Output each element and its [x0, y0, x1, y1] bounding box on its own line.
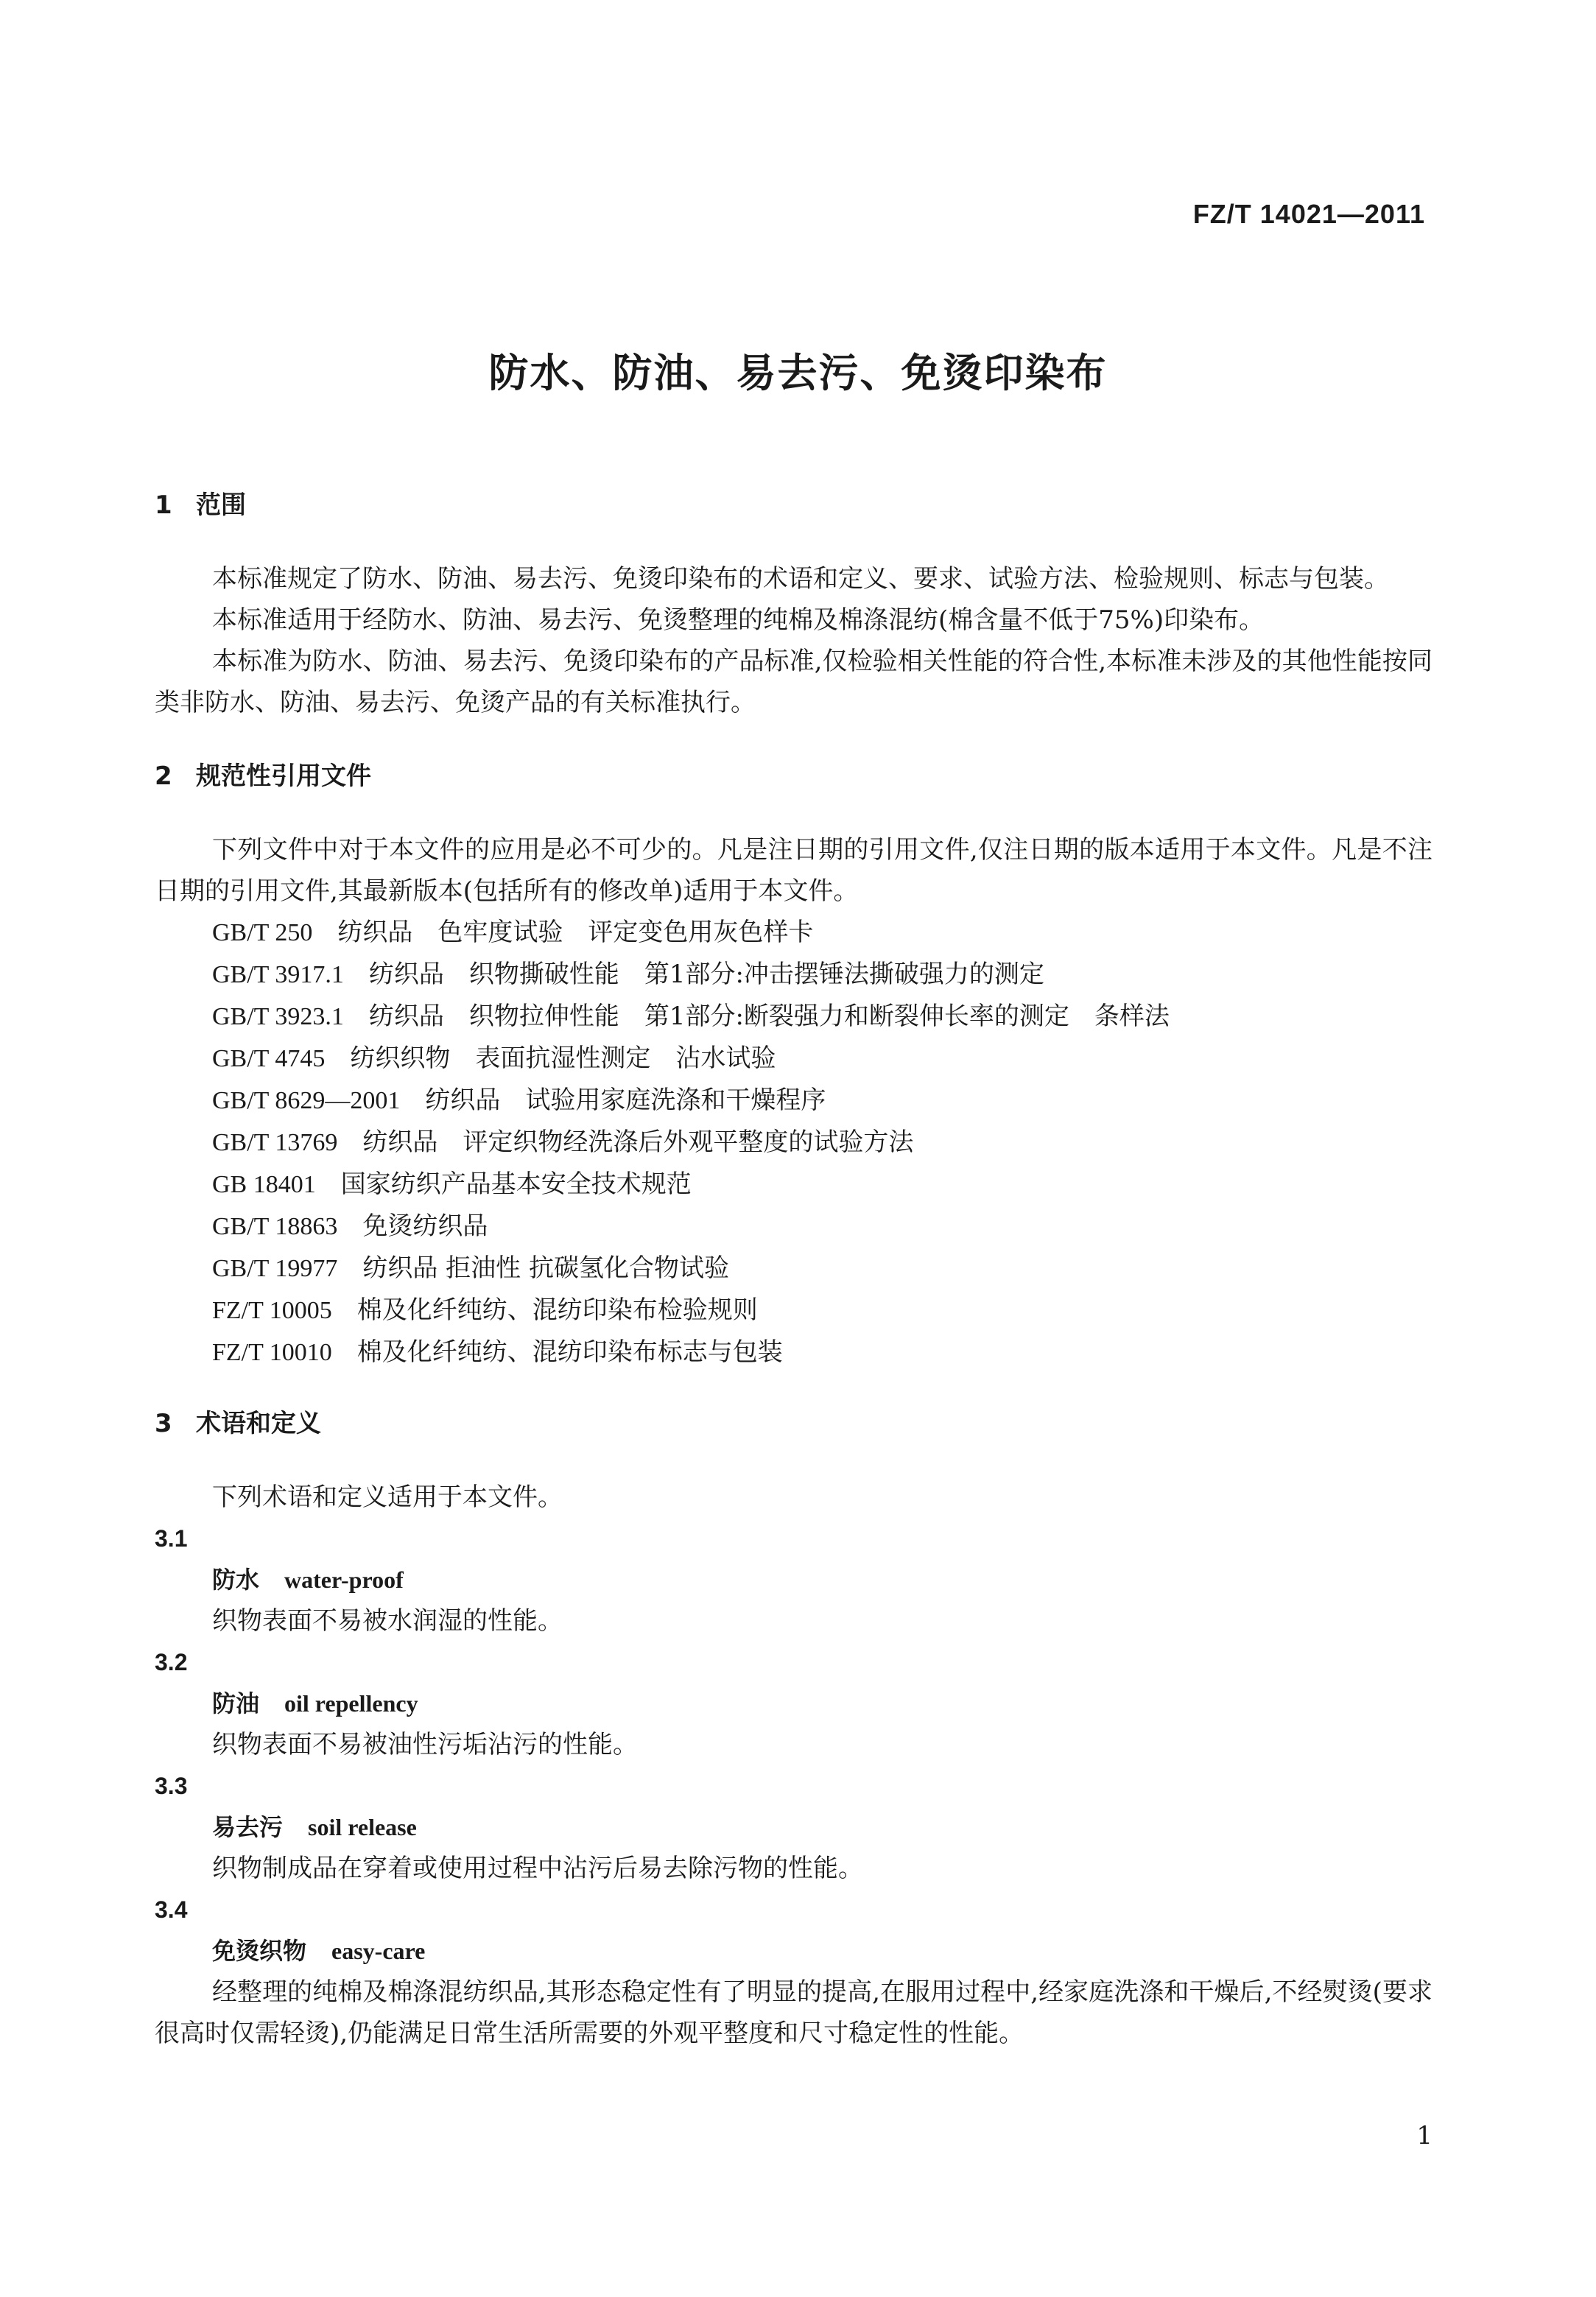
section-number: 2: [155, 761, 172, 791]
reference-code: GB/T 3917.1: [212, 961, 344, 988]
term-entry: [155, 1642, 1432, 1765]
reference-title: 纺织品 织物撕破性能 第1部分:冲击摆锤法撕破强力的测定: [368, 960, 1044, 989]
term-chinese: 防水: [212, 1566, 260, 1594]
term-name: [155, 1683, 1432, 1724]
reference-code: GB 18401: [212, 1171, 316, 1198]
term-english: easy-care: [331, 1938, 426, 1964]
references-intro: 下列文件中对于本文件的应用是必不可少的。凡是注日期的引用文件,仅注日期的版本适用于本文件。凡是不注日期的引用文件,其最新版本(包括所有的修改单)适用于本文件。: [155, 835, 1432, 906]
reference-item: [212, 996, 1432, 1038]
reference-code: FZ/T 10010: [212, 1339, 332, 1366]
page-number: 1: [1416, 2121, 1432, 2150]
term-entry: [155, 1518, 1432, 1642]
term-definition: 经整理的纯棉及棉涤混纺织品,其形态稳定性有了明显的提高,在服用过程中,经家庭洗涤和干燥后,不经熨烫(要求很高时仅需轻烫),仍能满足日常生活所需要的外观平整度和尺寸稳定性的性能。: [155, 1977, 1432, 2048]
term-number: 3.2: [155, 1649, 188, 1675]
reference-title: 纺织品 试验用家庭洗涤和干燥程序: [425, 1086, 826, 1115]
reference-item: [212, 954, 1432, 996]
reference-title: 棉及化纤纯纺、混纺印染布检验规则: [356, 1295, 758, 1325]
reference-title: 免烫纺织品: [362, 1211, 488, 1241]
reference-item: [212, 1164, 1432, 1206]
reference-code: GB/T 18863: [212, 1213, 338, 1240]
reference-title: 纺织品 色牢度试验 评定变色用灰色样卡: [337, 918, 814, 947]
reference-code: GB/T 19977: [212, 1255, 338, 1282]
reference-code: GB/T 4745: [212, 1045, 326, 1072]
reference-item: [212, 1122, 1432, 1164]
reference-code: FZ/T 10005: [212, 1297, 332, 1324]
terms-intro: 下列术语和定义适用于本文件。: [212, 1482, 563, 1512]
reference-title: 纺织品 织物拉伸性能 第1部分:断裂强力和断裂伸长率的测定 条样法: [368, 1002, 1170, 1031]
reference-code: GB/T 3923.1: [212, 1003, 344, 1030]
scope-paragraph: 本标准为防水、防油、易去污、免烫印染布的产品标准,仅检验相关性能的符合性,本标准未涉及的其他性能按同类非防水、防油、易去污、免烫产品的有关标准执行。: [155, 647, 1432, 717]
reference-item: [212, 912, 1432, 954]
section-title: 术语和定义: [196, 1409, 321, 1438]
reference-item: [212, 1290, 1432, 1332]
section-title: 规范性引用文件: [196, 761, 371, 791]
reference-title: 纺织品 评定织物经洗涤后外观平整度的试验方法: [362, 1128, 914, 1157]
reference-title: 国家纺织产品基本安全技术规范: [340, 1169, 692, 1199]
reference-title: 纺织品 拒油性 抗碳氢化合物试验: [362, 1253, 729, 1283]
term-entry: [155, 1765, 1432, 1889]
term-chinese: 防油: [212, 1689, 260, 1717]
reference-item: [212, 1248, 1432, 1290]
term-definition: 织物制成品在穿着或使用过程中沾污后易去除污物的性能。: [212, 1854, 863, 1883]
reference-list: [155, 912, 1432, 1373]
term-number: 3.4: [155, 1896, 188, 1923]
term-name: [155, 1930, 1432, 1971]
section-heading-terms: [155, 1403, 1432, 1444]
section-title: 范围: [196, 490, 246, 520]
reference-item: [212, 1206, 1432, 1248]
reference-item: [212, 1080, 1432, 1122]
term-chinese: 易去污: [212, 1813, 284, 1841]
document-body: [155, 479, 1432, 2054]
reference-code: GB/T 250: [212, 919, 313, 946]
term-entry: [155, 1889, 1432, 2054]
section-heading-references: [155, 756, 1432, 797]
term-name: [155, 1559, 1432, 1600]
reference-code: GB/T 8629—2001: [212, 1087, 401, 1114]
reference-item: [212, 1038, 1432, 1080]
section-heading-scope: [155, 485, 1432, 526]
term-english: soil release: [308, 1814, 417, 1840]
section-number: 3: [155, 1409, 172, 1438]
standard-code: FZ/T 14021—2011: [1192, 199, 1425, 229]
reference-title: 纺织织物 表面抗湿性测定 沾水试验: [350, 1044, 776, 1073]
reference-title: 棉及化纤纯纺、混纺印染布标志与包装: [356, 1337, 783, 1367]
section-number: 1: [155, 490, 172, 520]
scope-paragraph: 本标准规定了防水、防油、易去污、免烫印染布的术语和定义、要求、试验方法、检验规则、标志与包装。: [212, 564, 1389, 594]
term-english: water-proof: [284, 1566, 404, 1593]
reference-code: GB/T 13769: [212, 1129, 338, 1156]
term-chinese: 免烫织物: [212, 1937, 307, 1965]
term-english: oil repellency: [284, 1690, 418, 1717]
term-definition: 织物表面不易被水润湿的性能。: [212, 1606, 563, 1636]
scope-paragraph: 本标准适用于经防水、防油、易去污、免烫整理的纯棉及棉涤混纺(棉含量不低于75%)印染布。: [212, 605, 1265, 635]
term-name: [155, 1807, 1432, 1848]
term-number: 3.3: [155, 1773, 188, 1799]
term-number: 3.1: [155, 1525, 188, 1552]
document-title: 防水、防油、易去污、免烫印染布: [488, 350, 1108, 396]
term-definition: 织物表面不易被油性污垢沾污的性能。: [212, 1730, 638, 1759]
reference-item: [212, 1332, 1432, 1373]
